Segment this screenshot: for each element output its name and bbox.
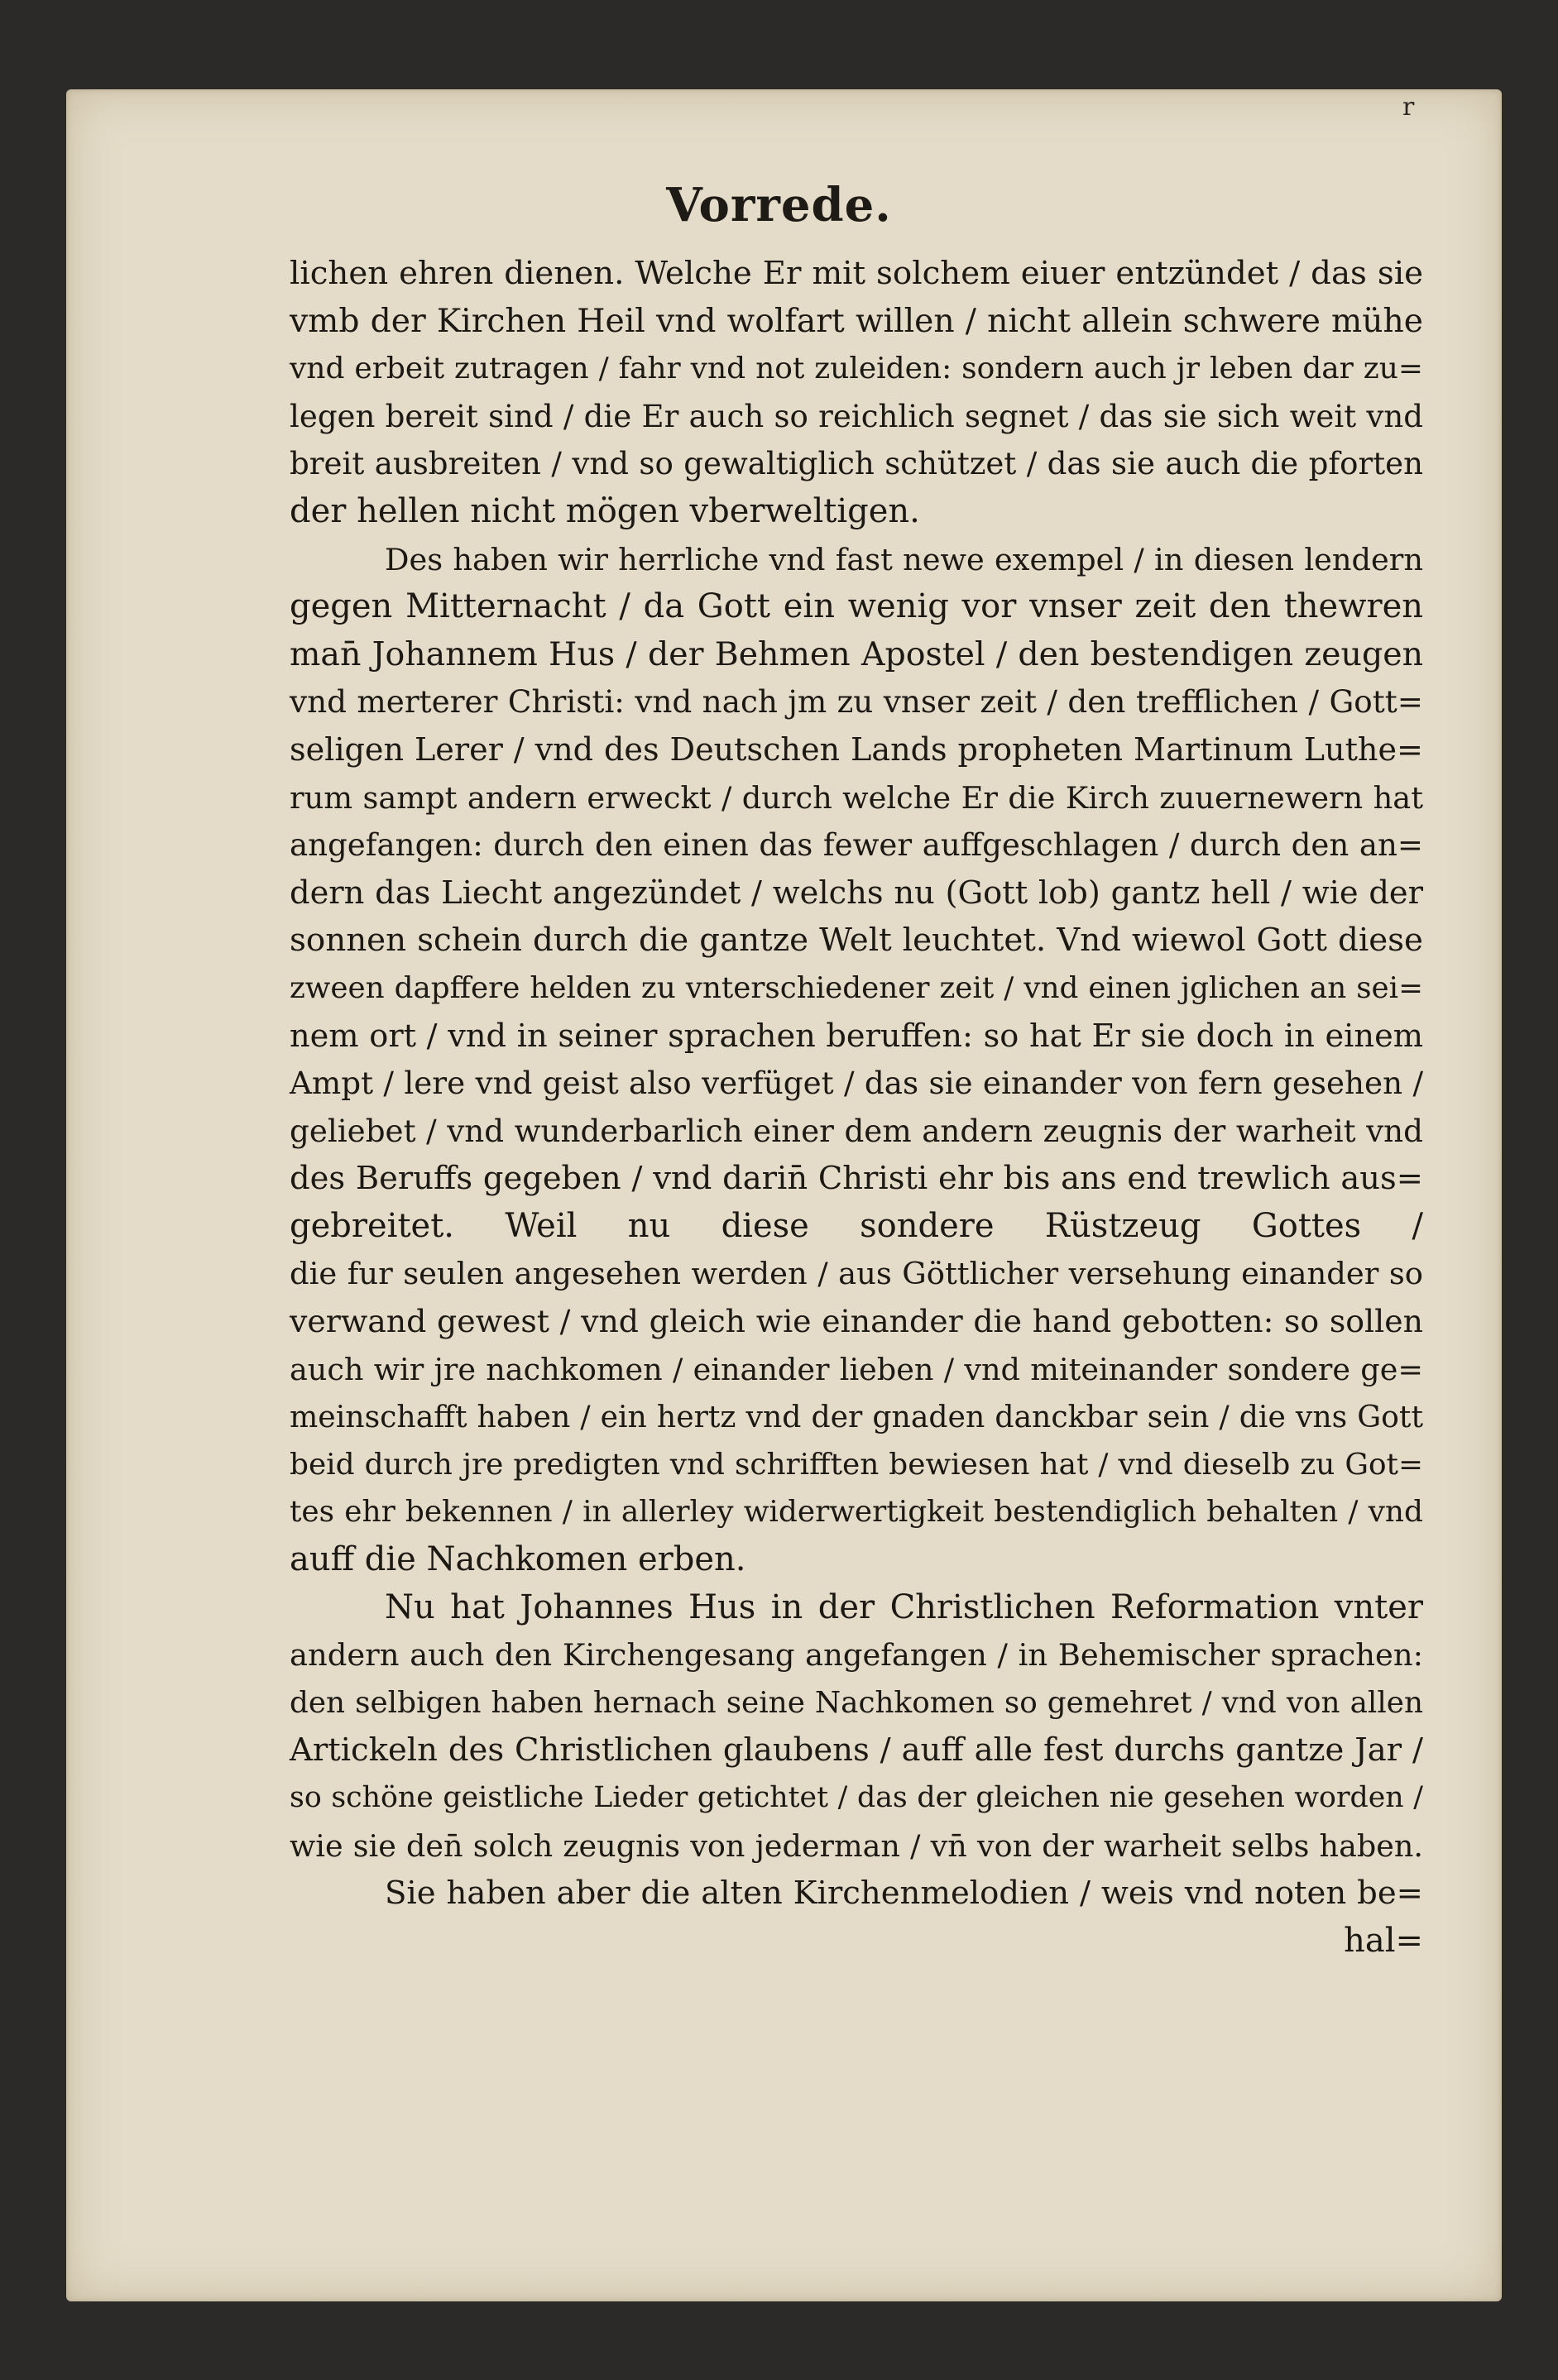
text-line: vnd erbeit zutragen / fahr vnd not zuleiden: sondern auch jr leben dar zu= <box>290 352 1423 386</box>
text-line: der hellen nicht mögen vberweltigen. <box>290 491 920 530</box>
text-line: dern das Liecht angezündet / welchs nu (Gott lob) gantz hell / wie der <box>290 874 1423 912</box>
text-line: Artickeln des Christlichen glaubens / auff alle fest durchs gantze Jar / <box>290 1731 1423 1769</box>
text-line: meinschafft haben / ein hertz vnd der gnaden danckbar sein / die vns Gott <box>290 1399 1423 1435</box>
text-line: legen bereit sind / die Er auch so reichlich segnet / das sie sich weit vnd <box>290 398 1423 434</box>
text-line: geliebet / vnd wunderbarlich einer dem andern zeugnis der warheit vnd <box>290 1112 1423 1149</box>
text-line: auch wir jre nachkomen / einander lieben / vnd miteinander sondere ge= <box>290 1351 1423 1387</box>
text-line: andern auch den Kirchengesang angefangen / in Behemischer sprachen: <box>290 1637 1423 1674</box>
text-line: des Beruffs gegeben / vnd darin̄ Christi ehr bis ans end trewlich aus= <box>290 1160 1423 1198</box>
text-line: tes ehr bekennen / in allerley widerwertigkeit bestendiglich behalten / vnd <box>290 1495 1423 1530</box>
text-line: verwand gewest / vnd gleich wie einander die hand gebotten: so sollen <box>290 1303 1423 1340</box>
text-line: seligen Lerer / vnd des Deutschen Lands propheten Martinum Luthe= <box>290 730 1423 768</box>
text-line: wie sie den̄ solch zeugnis von jederman / vn̄ von der warheit selbs haben. <box>290 1827 1423 1864</box>
text-line: Ampt / lere vnd geist also verfüget / das sie einander von fern gesehen / <box>290 1065 1423 1102</box>
text-line: nem ort / vnd in seiner sprachen beruffen: so hat Er sie doch in einem <box>290 1017 1423 1055</box>
catchword: hal= <box>1344 1921 1423 1960</box>
text-line: rum sampt andern erweckt / durch welche Er die Kirch zuuernewern hat <box>290 779 1423 816</box>
text-line: gegen Mitternacht / da Gott ein wenig vor vnser zeit den thewren <box>290 587 1423 626</box>
text-line: die fur seulen angesehen werden / aus Göttlicher versehung einander so <box>290 1256 1423 1292</box>
text-line: angefangen: durch den einen das fewer auffgeschlagen / durch den an= <box>290 827 1423 864</box>
text-line: sonnen schein durch die gantze Welt leuchtet. Vnd wiewol Gott diese <box>290 922 1423 960</box>
text-line: beid durch jre predigten vnd schrifften bewiesen hat / vnd dieselb zu Got= <box>290 1447 1423 1482</box>
text-line: breit ausbreiten / vnd so gewaltiglich schützet / das sie auch die pforten <box>290 446 1423 482</box>
text-line: Nu hat Johannes Hus in der Christlichen Reformation vnter <box>385 1587 1423 1626</box>
text-line: Des haben wir herrliche vnd fast newe exempel / in diesen lendern <box>385 541 1423 577</box>
text-line: lichen ehren dienen. Welche Er mit solchem eiuer entzündet / das sie <box>290 255 1423 292</box>
text-line: zween dapffere helden zu vnterschiedener zeit / vnd einen jglichen an sei= <box>290 970 1423 1005</box>
page-heading: Vorrede. <box>666 178 892 232</box>
text-line: vmb der Kirchen Heil vnd wolfart willen / nicht allein schwere mühe <box>290 302 1423 340</box>
folio-number: r <box>1402 93 1415 122</box>
text-line: so schöne geistliche Lieder getichtet / das der gleichen nie gesehen worden / <box>290 1781 1423 1814</box>
text-line: Sie haben aber die alten Kirchenmelodien / weis vnd noten be= <box>385 1875 1423 1913</box>
text-line: auff die Nachkomen erben. <box>290 1540 746 1579</box>
text-line: den selbigen haben hernach seine Nachkomen so gemehret / vnd von allen <box>290 1685 1423 1720</box>
text-line: vnd merterer Christi: vnd nach jm zu vnser zeit / den trefflichen / Gott= <box>290 683 1423 721</box>
body-text <box>290 250 1423 1965</box>
text-line: man̄ Johannem Hus / der Behmen Apostel / den bestendigen zeugen <box>290 635 1423 673</box>
text-line: gebreitet. Weil nu diese sondere Rüstzeug Gottes / <box>290 1206 1423 1245</box>
